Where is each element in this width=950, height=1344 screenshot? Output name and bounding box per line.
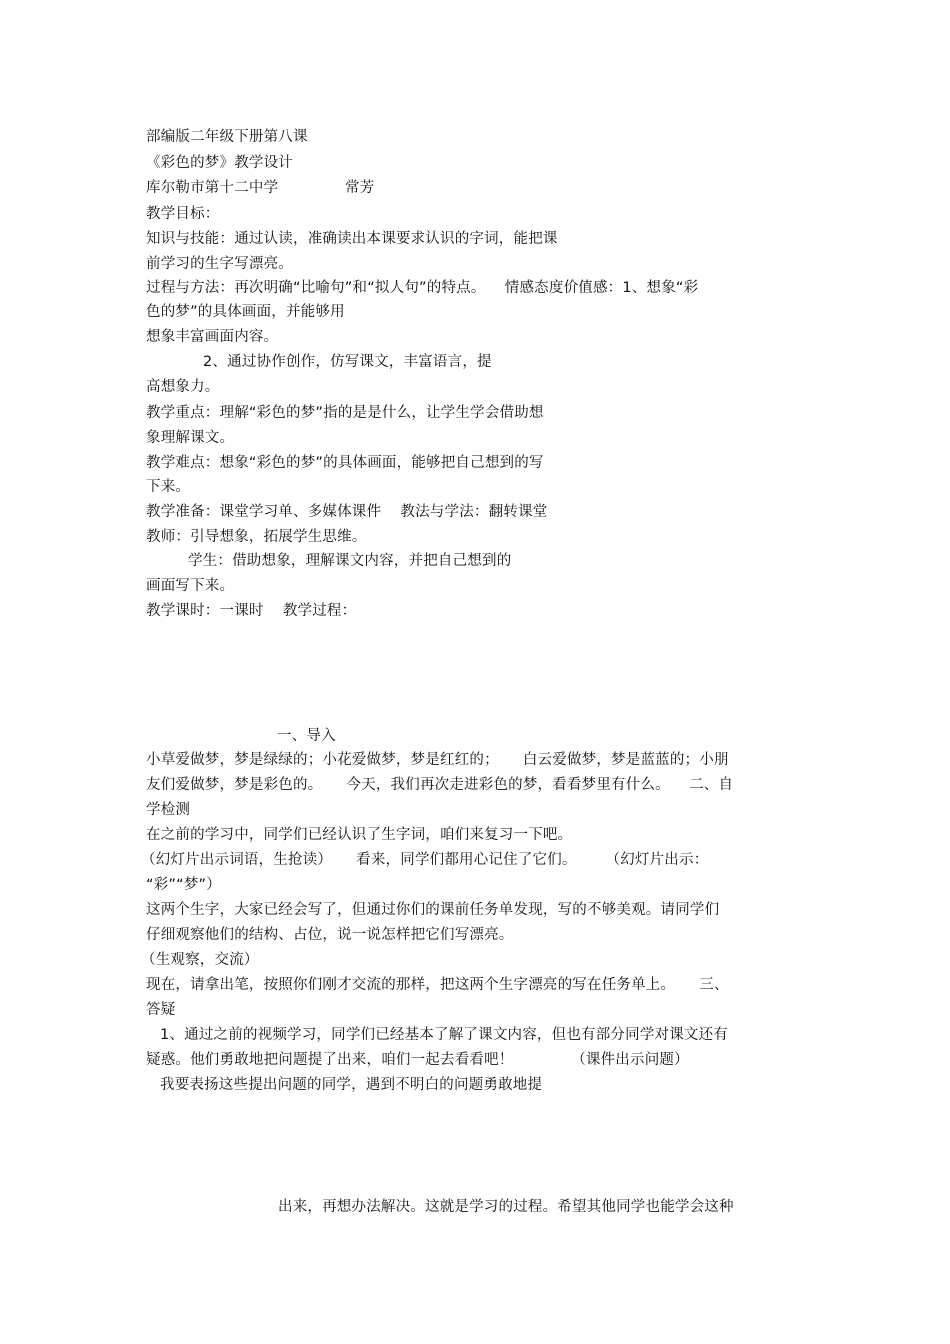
paragraph-line: 前学习的生字写漂亮。	[146, 256, 293, 272]
paragraph-line: 小草爱做梦，梦是绿绿的；小花爱做梦，梦是红红的； 白云爱做梦，梦是蓝蓝的；小朋	[146, 752, 729, 768]
paragraph-line: （生观察，交流）	[141, 952, 259, 968]
paragraph-line: 2、通过协作创作，仿写课文，丰富语言，提	[203, 354, 492, 370]
course-line: 部编版二年级下册第八课	[146, 129, 308, 145]
paragraph-line: 想象丰富画面内容。	[146, 329, 279, 345]
paragraph-line: 教学准备：课堂学习单、多媒体课件 教法与学法：翻转课堂	[146, 504, 548, 520]
paragraph-line: 高想象力。	[146, 379, 220, 395]
paragraph-line: 仔细观察他们的结构、占位，说一说怎样把它们写漂亮。	[146, 927, 514, 943]
paragraph-line: （幻灯片出示词语，生抢读） 看来，同学们都用心记住了它们。 （幻灯片出示：	[141, 852, 709, 868]
paragraph-line: 教学难点：想象“彩色的梦”的具体画面，能够把自己想到的写	[146, 455, 544, 471]
objectives-heading: 教学目标：	[146, 206, 220, 222]
school-name: 库尔勒市第十二中学	[146, 180, 279, 196]
paragraph-line: 象理解课文。	[146, 430, 235, 446]
paragraph-line: 疑惑。他们勇敢地把问题提了出来，咱们一起去看看吧！ （课件出示问题）	[146, 1052, 689, 1068]
paragraph-line: 色的梦”的具体画面，并能够用	[146, 304, 345, 320]
author-name: 常芳	[345, 180, 375, 196]
paragraph-line: 教学课时：一课时 教学过程：	[146, 603, 357, 619]
paragraph-line: 教师：引导想象，拓展学生思维。	[146, 529, 367, 545]
paragraph-line: 下来。	[146, 479, 191, 495]
paragraph-line: “彩”“梦”）	[146, 877, 221, 893]
paragraph-line: 出来，再想办法解决。这就是学习的过程。希望其他同学也能学会这种	[278, 1199, 734, 1215]
paragraph-line: 我要表扬这些提出问题的同学，遇到不明白的问题勇敢地提	[160, 1077, 543, 1093]
paragraph-line: 画面写下来。	[146, 578, 235, 594]
document-title: 《彩色的梦》教学设计	[146, 155, 293, 171]
paragraph-line: 知识与技能：通过认读，准确读出本课要求认识的字词，能把课	[146, 231, 558, 247]
paragraph-line: 学生：借助想象，理解课文内容，并把自己想到的	[188, 553, 512, 569]
paragraph-line: 答疑	[146, 1002, 176, 1018]
paragraph-line: 学检测	[146, 802, 191, 818]
paragraph-line: 过程与方法：再次明确“比喻句”和“拟人句”的特点。 情感态度价值感：1、想象“彩	[146, 280, 699, 296]
section-heading: 一、导入	[277, 728, 336, 744]
paragraph-line: 友们爱做梦，梦是彩色的。 今天，我们再次走进彩色的梦，看看梦里有什么。 二、自	[146, 777, 734, 793]
paragraph-line: 这两个生字，大家已经会写了，但通过你们的课前任务单发现，写的不够美观。请同学们	[146, 902, 720, 918]
paragraph-line: 教学重点：理解“彩色的梦”指的是是什么，让学生学会借助想	[146, 405, 544, 421]
paragraph-line: 在之前的学习中，同学们已经认识了生字词，咱们来复习一下吧。	[146, 827, 573, 843]
paragraph-line: 1、通过之前的视频学习，同学们已经基本了解了课文内容，但也有部分同学对课文还有	[160, 1027, 729, 1043]
paragraph-line: 现在，请拿出笔，按照你们刚才交流的那样，把这两个生字漂亮的写在任务单上。 三、	[146, 977, 729, 993]
